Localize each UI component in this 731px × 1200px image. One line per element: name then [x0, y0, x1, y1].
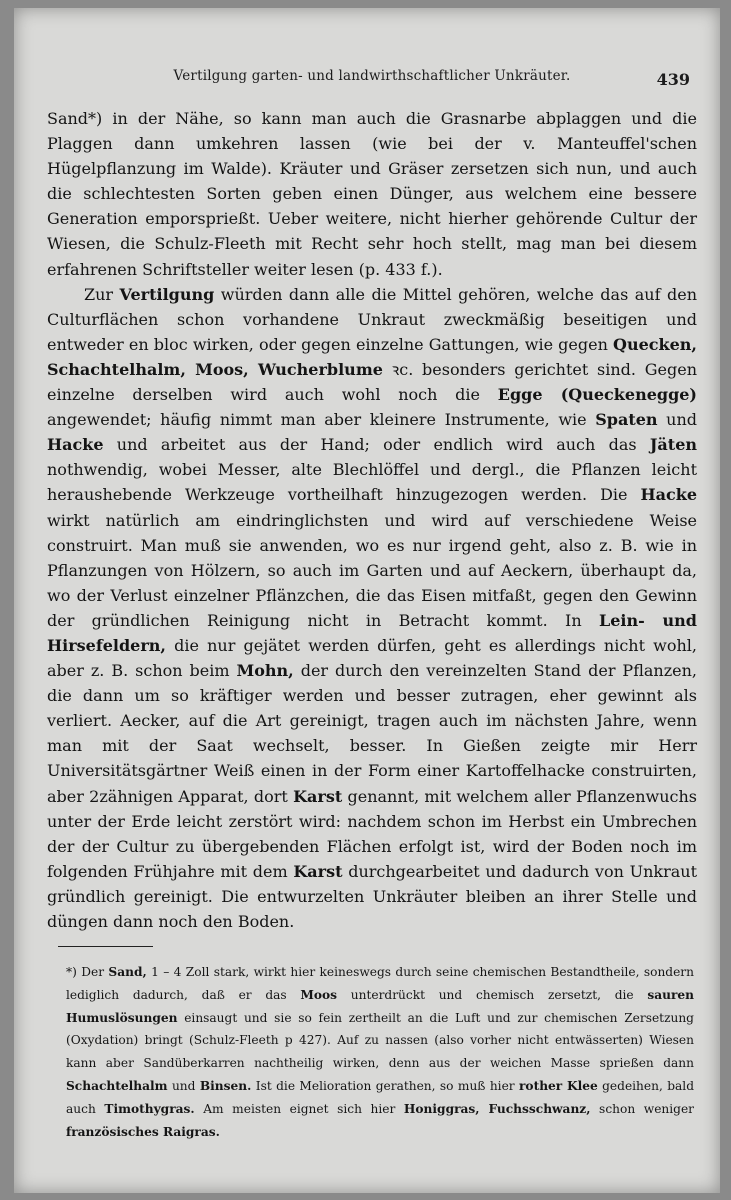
page-header — [54, 68, 690, 89]
text-run: Am meisten eignet sich hier — [194, 1101, 404, 1116]
text-run: genannt, mit welchem aller Pflanzenwuchs unter der Erde leicht zerstört wird: nachdem schon im Herbst ein Umbrechen der der Cultur zu übergebenden Flächen erfolgt ist, wird der Boden noch im folgenden Frühjahre mit dem — [47, 786, 697, 881]
bold-term: Karst — [293, 861, 343, 881]
bold-term: Sand, — [108, 965, 147, 979]
bold-term: Binsen. — [199, 1078, 252, 1093]
bold-term: sauren Humuslösungen — [66, 987, 694, 1025]
bold-term: Vertilgung — [119, 284, 215, 304]
paragraph — [47, 106, 697, 282]
text-run: einsaugt und sie so fein zertheilt an die Luft und zur chemischen Zersetzung (Oxydation) bringt (Schulz-Fleeth p 427). Auf zu nassen (also vorher nicht entwässerten) Wiesen kann aber Sandüberkarren nachtheilig wirken, denn aus der weichen Masse sprießen dann — [66, 1010, 694, 1071]
bold-term: Schachtelhalm — [66, 1078, 168, 1093]
text-run: und — [167, 1078, 200, 1093]
text-run: durchgearbeitet und dadurch von Unkraut gründlich gereinigt. Die entwurzelten Unkräuter bleiben an ihrer Stelle und düngen dann noch den Boden. — [47, 861, 697, 931]
bold-term: Quecken, Schachtelhalm, Moos, Wucherblume — [47, 334, 697, 379]
bold-term: Hacke — [47, 435, 104, 455]
running-title: Vertilgung garten- und landwirthschaftlicher Unkräuter. — [173, 68, 571, 84]
text-run: schon weniger — [590, 1101, 694, 1116]
text-run: Zur — [84, 284, 120, 304]
text-run: ꝛc. besonders gerichtet sind. Gegen einzelne derselben wird auch wohl noch die — [47, 359, 697, 405]
text-run: die nur gejätet werden dürfen, geht es allerdings nicht wohl, aber z. B. schon beim — [47, 635, 697, 681]
footnote-divider — [58, 946, 153, 947]
text-run: und arbeitet aus der Hand; oder endlich wird auch das — [103, 435, 650, 455]
bold-term: Honiggras, Fuchsschwanz, — [403, 1101, 591, 1116]
text-run: Ist die Melioration gerathen, so muß hier — [251, 1078, 520, 1093]
text-run: gedeihen, bald auch — [66, 1078, 694, 1116]
text-run: unterdrückt und chemisch zersetzt, die — [337, 987, 648, 1002]
bold-term: Moos — [300, 987, 338, 1002]
text-run: Sand*) in der Nähe, so kann man auch die Grasnarbe abplaggen und die Plaggen dann umkehren lassen (wie bei der v. Manteuffel'schen Hügelpflanzung im Walde). Kräuter und Gräser zersetzen sich nun, und auch die schlechtesten Sorten geben einen Dünger, aus welchem eine bessere Generation emporsprießt. Ueber weitere, nicht hierher gehörende Cultur der Wiesen, die Schulz-Fleeth mit Recht sehr hoch stellt, mag man bei diesem erfahrenen Schriftsteller weiter lesen (p. 433 f.). — [47, 109, 697, 279]
text-run: der durch den vereinzelten Stand der Pflanzen, die dann um so kräftiger werden und besser zutragen, eher gewinnt als verliert. Aecker, auf die Art gereinigt, tragen auch im nächsten Jahre, wenn man mit der Saat wechselt, besser. In Gießen zeigte mir Herr Universitätsgärtner Weiß einen in der Form einer Kartoffelhacke construirten, aber 2zähnigen Apparat, dort — [47, 661, 698, 806]
page-number: 439 — [656, 70, 690, 89]
bold-term: Lein- und Hirsefeldern, — [47, 610, 697, 655]
bold-term: Hacke — [640, 485, 697, 505]
bold-term: rother Klee — [519, 1078, 598, 1093]
text-run: nothwendig, wobei Messer, alte Blechlöffel und dergl., die Pflanzen leicht heraushebende Werkzeuge vortheilhaft hinzugezogen werden. Die — [47, 460, 697, 505]
bold-term: französisches Raigras. — [66, 1124, 220, 1139]
bold-term: Karst — [293, 786, 343, 806]
bold-term: Egge (Queckenegge) — [497, 385, 698, 405]
text-run: wirkt natürlich am eindringlichsten und wird auf verschiedene Weise construirt. Man muß sie anwenden, wo es nur irgend geht, also z. B. wie in Pflanzungen von Hölzern, so auch im Garten und auf Aeckern, überhaupt da, wo der Verlust einzelner Pflänzchen, die das Eisen mitfaßt, gegen den Gewinn der gründlichen Reinigung nicht in Betracht kommt. In — [47, 510, 697, 630]
bold-term: Mohn, — [236, 661, 294, 681]
footnote — [66, 961, 694, 1143]
text-run: *) Der — [66, 965, 109, 979]
text-run: und — [657, 410, 697, 430]
bold-term: Timothygras. — [104, 1101, 195, 1116]
book-page — [14, 8, 720, 1193]
bold-term: Spaten — [595, 410, 658, 430]
text-run: würden dann alle die Mittel gehören, welche das auf den Culturflächen schon vorhandene Unkraut zweckmäßig beseitigen und entweder en bloc wirken, oder gegen einzelne Gattungen, wie gegen — [47, 284, 698, 354]
text-run: angewendet; häufig nimmt man aber kleinere Instrumente, wie — [47, 410, 596, 430]
text-run: 1 – 4 Zoll stark, wirkt hier keineswegs durch seine chemischen Bestandtheile, sondern lediglich dadurch, daß er das — [66, 965, 694, 1002]
paragraph — [47, 282, 697, 934]
bold-term: Jäten — [649, 435, 697, 455]
main-text — [47, 106, 697, 934]
